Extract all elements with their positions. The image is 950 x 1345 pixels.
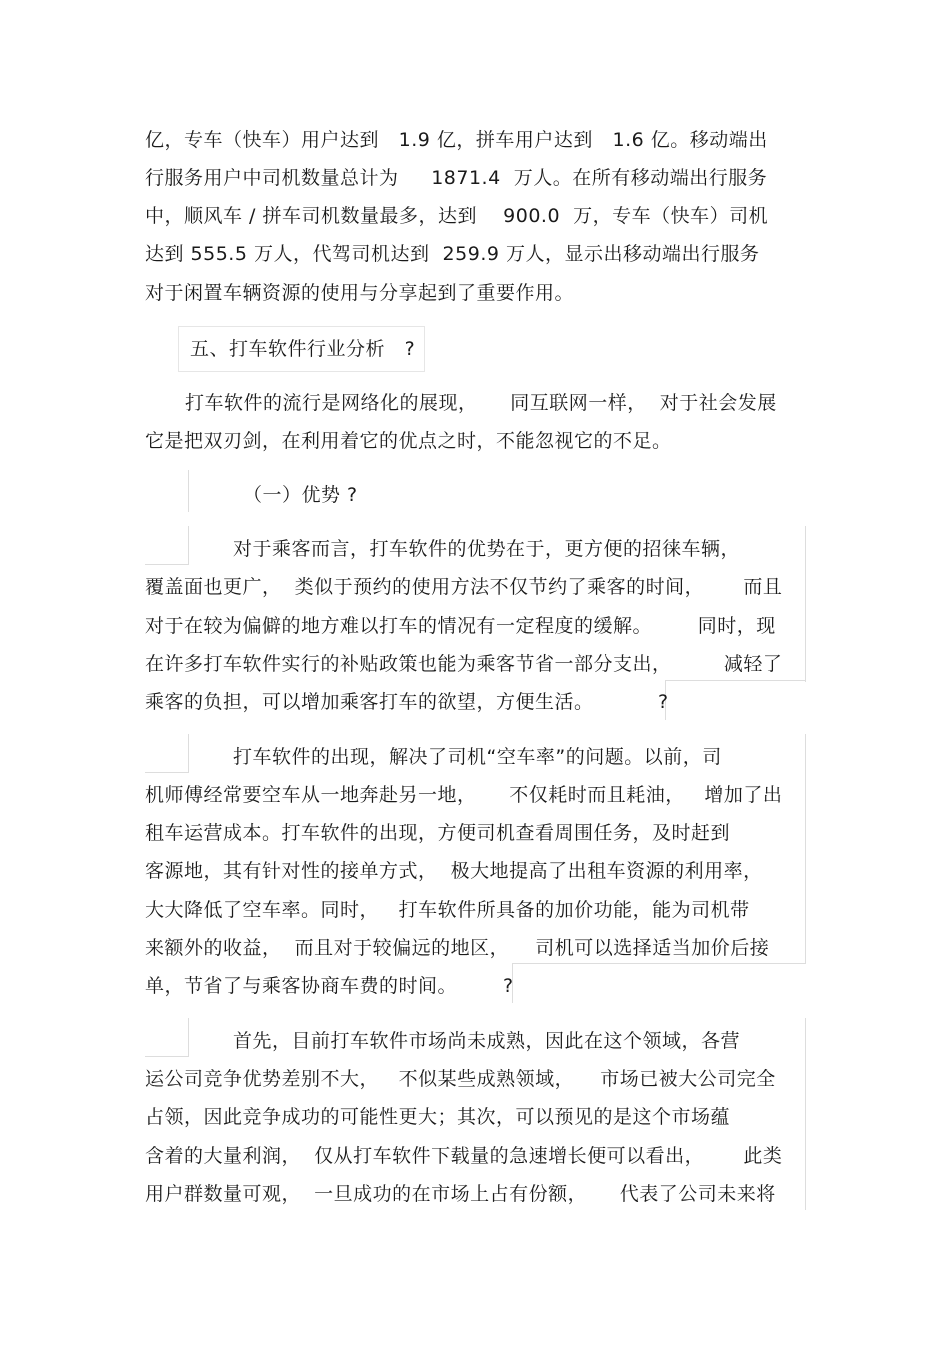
text-line: 行服务用户中司机数量总计为 1871.4 万人。在所有移动端出行服务	[145, 167, 768, 189]
end-mark: ?	[503, 975, 514, 997]
text-line: 客源地，其有针对性的接单方式， 极大地提高了出租车资源的利用率，	[145, 860, 763, 882]
text-line: 覆盖面也更广， 类似于预约的使用方法不仅节约了乘客的时间， 而且	[145, 576, 783, 598]
frame-line	[665, 680, 805, 681]
text-line: 中，顺风车 / 拼车司机数量最多，达到 900.0 万，专车（快车）司机	[145, 205, 769, 227]
text-line: 它是把双刃剑，在利用着它的优点之时，不能忽视它的不足。	[145, 430, 672, 452]
text-line: 机师傅经常要空车从一地奔赴另一地， 不仅耗时而且耗油， 增加了出	[145, 784, 783, 806]
section-heading: 五、打车软件行业分析 ?	[190, 338, 416, 360]
indent-frame	[145, 734, 189, 773]
indent-frame	[145, 526, 189, 565]
indent-frame	[145, 1018, 189, 1057]
frame-line	[805, 1018, 806, 1210]
text-line: 乘客的负担，可以增加乘客打车的欲望，方便生活。	[145, 691, 594, 713]
end-mark: ?	[658, 691, 669, 713]
text-line: 大大降低了空车率。同时， 打车软件所具备的加价功能，能为司机带	[145, 899, 750, 921]
text-line: 打车软件的流行是网络化的展现， 同互联网一样， 对于社会发展	[185, 392, 777, 414]
frame-line	[805, 526, 806, 682]
frame-line	[188, 470, 189, 512]
text-line: 含着的大量利润， 仅从打车软件下载量的急速增长便可以看出， 此类	[145, 1145, 783, 1167]
text-line: 占领，因此竞争成功的可能性更大；其次，可以预见的是这个市场蕴	[145, 1106, 731, 1128]
text-line: 首先，目前打车软件市场尚未成熟，因此在这个领域，各营	[233, 1030, 741, 1052]
text-line: 对于闲置车辆资源的使用与分享起到了重要作用。	[145, 282, 575, 304]
frame-line	[512, 963, 805, 964]
text-line: 对于在较为偏僻的地方难以打车的情况有一定程度的缓解。 同时，现	[145, 615, 776, 637]
text-line: 单，节省了与乘客协商车费的时间。	[145, 975, 458, 997]
text-line: 打车软件的出现，解决了司机“空车率”的问题。以前，司	[233, 746, 722, 768]
text-line: 来额外的收益， 而且对于较偏远的地区， 司机可以选择适当加价后接	[145, 937, 770, 959]
text-line: 运公司竞争优势差别不大， 不似某些成熟领域， 市场已被大公司完全	[145, 1068, 776, 1090]
text-line: 用户群数量可观， 一旦成功的在市场上占有份额， 代表了公司未来将	[145, 1183, 776, 1205]
subheading: （一）优势 ?	[243, 484, 358, 506]
frame-line	[805, 734, 806, 964]
text-line: 亿，专车（快车）用户达到 1.9 亿，拼车用户达到 1.6 亿。移动端出	[145, 129, 768, 151]
text-line: 租车运营成本。打车软件的出现，方便司机查看周围任务，及时赶到	[145, 822, 731, 844]
text-line: 对于乘客而言，打车软件的优势在于，更方便的招徕车辆，	[233, 538, 741, 560]
text-line: 达到 555.5 万人，代驾司机达到 259.9 万人，显示出移动端出行服务	[145, 243, 760, 265]
text-line: 在许多打车软件实行的补贴政策也能为乘客节省一部分支出， 减轻了	[145, 653, 783, 675]
